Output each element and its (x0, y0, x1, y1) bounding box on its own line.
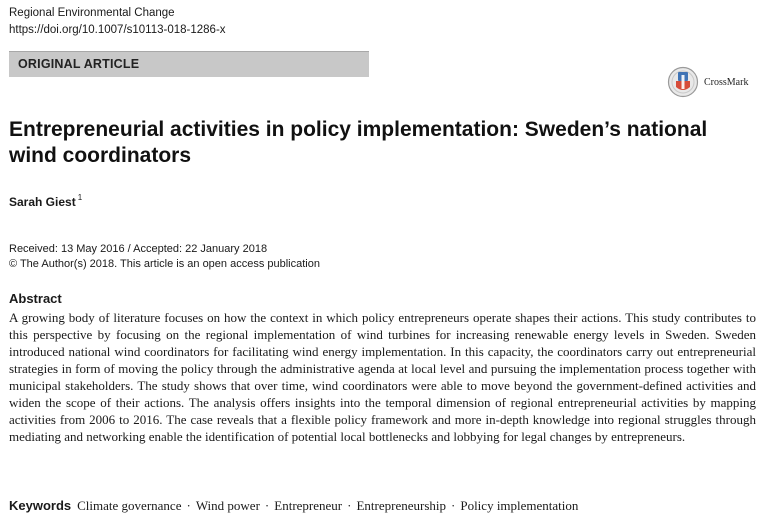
crossmark-badge[interactable] (667, 66, 755, 98)
keyword-item: Climate governance (77, 498, 182, 513)
keyword-separator: · (264, 498, 270, 513)
crossmark-label: CrossMark (704, 77, 749, 88)
keywords-label: Keywords (9, 498, 72, 513)
keyword-item: Entrepreneurship (356, 498, 446, 513)
keyword-item: Entrepreneur (274, 498, 343, 513)
doi-link[interactable]: https://doi.org/10.1007/s10113-018-1286-x (9, 24, 226, 36)
author-line (9, 193, 82, 209)
keyword-item: Wind power (195, 498, 260, 513)
crossmark-icon (667, 66, 701, 98)
article-type-label: ORIGINAL ARTICLE (18, 57, 140, 71)
journal-name: Regional Environmental Change (9, 7, 175, 19)
author-affiliation-marker: 1 (77, 193, 83, 202)
copyright-notice: © The Author(s) 2018. This article is an open access publication (9, 258, 320, 270)
abstract-heading: Abstract (9, 291, 62, 306)
article-title: Entrepreneurial activities in policy implementation: Sweden’s national wind coordinators (9, 118, 708, 167)
author-name[interactable]: Sarah Giest (9, 195, 76, 209)
keyword-separator: · (451, 498, 456, 513)
article-type-banner (9, 51, 369, 77)
keyword-item: Policy implementation (460, 498, 579, 513)
keywords-line (9, 497, 756, 514)
keyword-separator: · (186, 498, 191, 513)
submission-dates: Received: 13 May 2016 / Accepted: 22 January 2018 (9, 243, 268, 255)
abstract-text: A growing body of literature focuses on how the context in which policy entrepreneurs operate shapes their actions. This study contributes to this perspective by focusing on the regional implementation of wind turbines for increasing renewable energy levels in Sweden. Sweden introduced national wind coordinators for facilitating wind energy implementation. In this capacity, the coordinators carry out entrepreneurial strategies in form of moving the policy through the administrative agenda at local level and pursuing the implementation process together with municipal stakeholders. The study shows that over time, wind coordinators were able to move beyond the government-defined activities and widen the scope of their actions. The analysis offers insights into the temporal dimension of regional entrepreneurial activities by mapping activities from 2006 to 2016. The case reveals that a flexible policy framework and more in-depth knowledge into regional struggles through mediating and networking enable the identification of potential local bottlenecks and lobbying for legal changes by entrepreneurs. (9, 310, 756, 445)
keyword-separator: · (347, 498, 352, 513)
